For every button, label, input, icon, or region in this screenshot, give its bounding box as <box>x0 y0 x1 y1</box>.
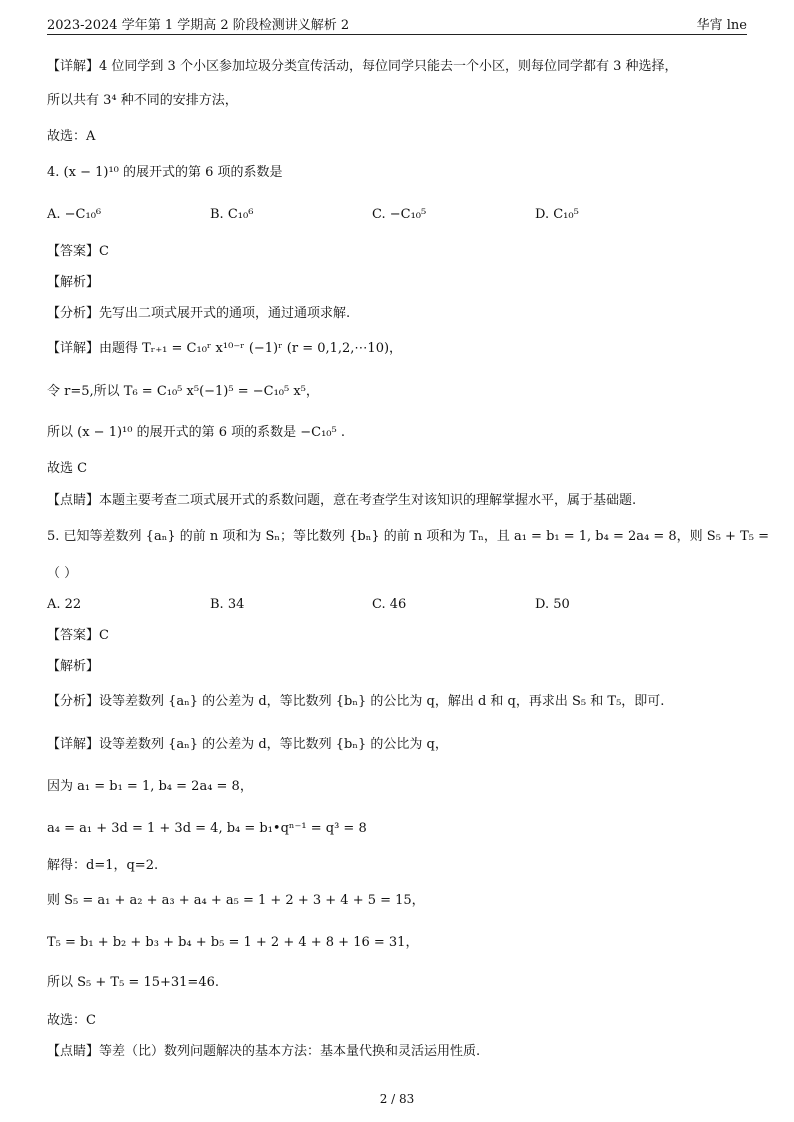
q5-detail-line-5: 则 S₅ = a₁ + a₂ + a₃ + a₄ + a₅ = 1 + 2 + 3 + 4 + 5 = 15， <box>47 893 425 908</box>
q4-detail-line-1: 【详解】由题得 Tᵣ₊₁ = C₁₀ʳ x¹⁰⁻ʳ (−1)ʳ (r = 0,1,2,⋯10)， <box>47 341 403 356</box>
q4-answer: 【答案】C <box>47 244 109 259</box>
q5-blank: （ ） <box>47 566 78 581</box>
q4-detail-line-3: 所以 (x − 1)¹⁰ 的展开式的第 6 项的系数是 −C₁₀⁵ . <box>47 425 345 440</box>
q5-detail-line-6: T₅ = b₁ + b₂ + b₃ + b₄ + b₅ = 1 + 2 + 4 + 8 + 16 = 31， <box>47 935 419 950</box>
q5-detail-line-7: 所以 S₅ + T₅ = 15+31=46. <box>47 975 219 990</box>
q3-explanation-line-2: 所以共有 3⁴ 种不同的安排方法， <box>47 93 238 108</box>
q5-detail-line-2: 因为 a₁ = b₁ = 1, b₄ = 2a₄ = 8， <box>47 779 253 794</box>
q4-choice: 故选 C <box>47 461 88 476</box>
q3-choice: 故选：A <box>47 129 96 144</box>
q5-choice: 故选：C <box>47 1013 96 1028</box>
q5-answer: 【答案】C <box>47 628 109 643</box>
q4-analysis-heading: 【解析】 <box>47 275 100 290</box>
q5-detail-line-4: 解得：d=1，q=2. <box>47 858 159 873</box>
q3-explanation-line-1: 【详解】4 位同学到 3 个小区参加垃圾分类宣传活动，每位同学只能去一个小区，则每位同学都有 3 种选择， <box>47 59 678 74</box>
header-author: 华宵 lne <box>696 18 747 33</box>
page-number: 2 / 83 <box>379 1092 415 1106</box>
q5-analysis: 【分析】设等差数列 {aₙ} 的公差为 d，等比数列 {bₙ} 的公比为 q，解出 d 和 q，再求出 S₅ 和 T₅，即可. <box>47 694 665 709</box>
q5-stem: 5. 已知等差数列 {aₙ} 的前 n 项和为 Sₙ；等比数列 {bₙ} 的前 n 项和为 Tₙ，且 a₁ = b₁ = 1, b₄ = 2a₄ = 8，则 S₅ + T₅ = <box>47 529 769 544</box>
q4-stem: 4. (x − 1)¹⁰ 的展开式的第 6 项的系数是 <box>47 165 283 180</box>
q5-analysis-heading: 【解析】 <box>47 659 100 674</box>
q4-analysis: 【分析】先写出二项式展开式的通项，通过通项求解. <box>47 306 351 321</box>
q4-option-d: D. C₁₀⁵ <box>535 207 579 222</box>
q5-detail-line-3: a₄ = a₁ + 3d = 1 + 3d = 4, b₄ = b₁•qⁿ⁻¹ = q³ = 8 <box>47 821 367 836</box>
q4-option-a: A. −C₁₀⁶ <box>47 207 102 222</box>
q4-detail-line-2: 令 r=5,所以 T₆ = C₁₀⁵ x⁵(−1)⁵ = −C₁₀⁵ x⁵， <box>47 384 319 399</box>
q5-option-b: B. 34 <box>210 597 245 612</box>
q5-detail-line-1: 【详解】设等差数列 {aₙ} 的公差为 d，等比数列 {bₙ} 的公比为 q， <box>47 737 448 752</box>
q4-comment: 【点睛】本题主要考查二项式展开式的系数问题，意在考查学生对该知识的理解掌握水平，属于基础题. <box>47 493 637 508</box>
header-title: 2023-2024 学年第 1 学期高 2 阶段检测讲义解析 2 <box>47 18 350 33</box>
page-header <box>47 12 747 35</box>
q4-option-b: B. C₁₀⁶ <box>210 207 254 222</box>
q5-comment: 【点睛】等差（比）数列问题解决的基本方法：基本量代换和灵活运用性质. <box>47 1044 481 1059</box>
q5-option-d: D. 50 <box>535 597 570 612</box>
q4-option-c: C. −C₁₀⁵ <box>372 207 427 222</box>
q5-option-c: C. 46 <box>372 597 407 612</box>
q5-option-a: A. 22 <box>47 597 82 612</box>
